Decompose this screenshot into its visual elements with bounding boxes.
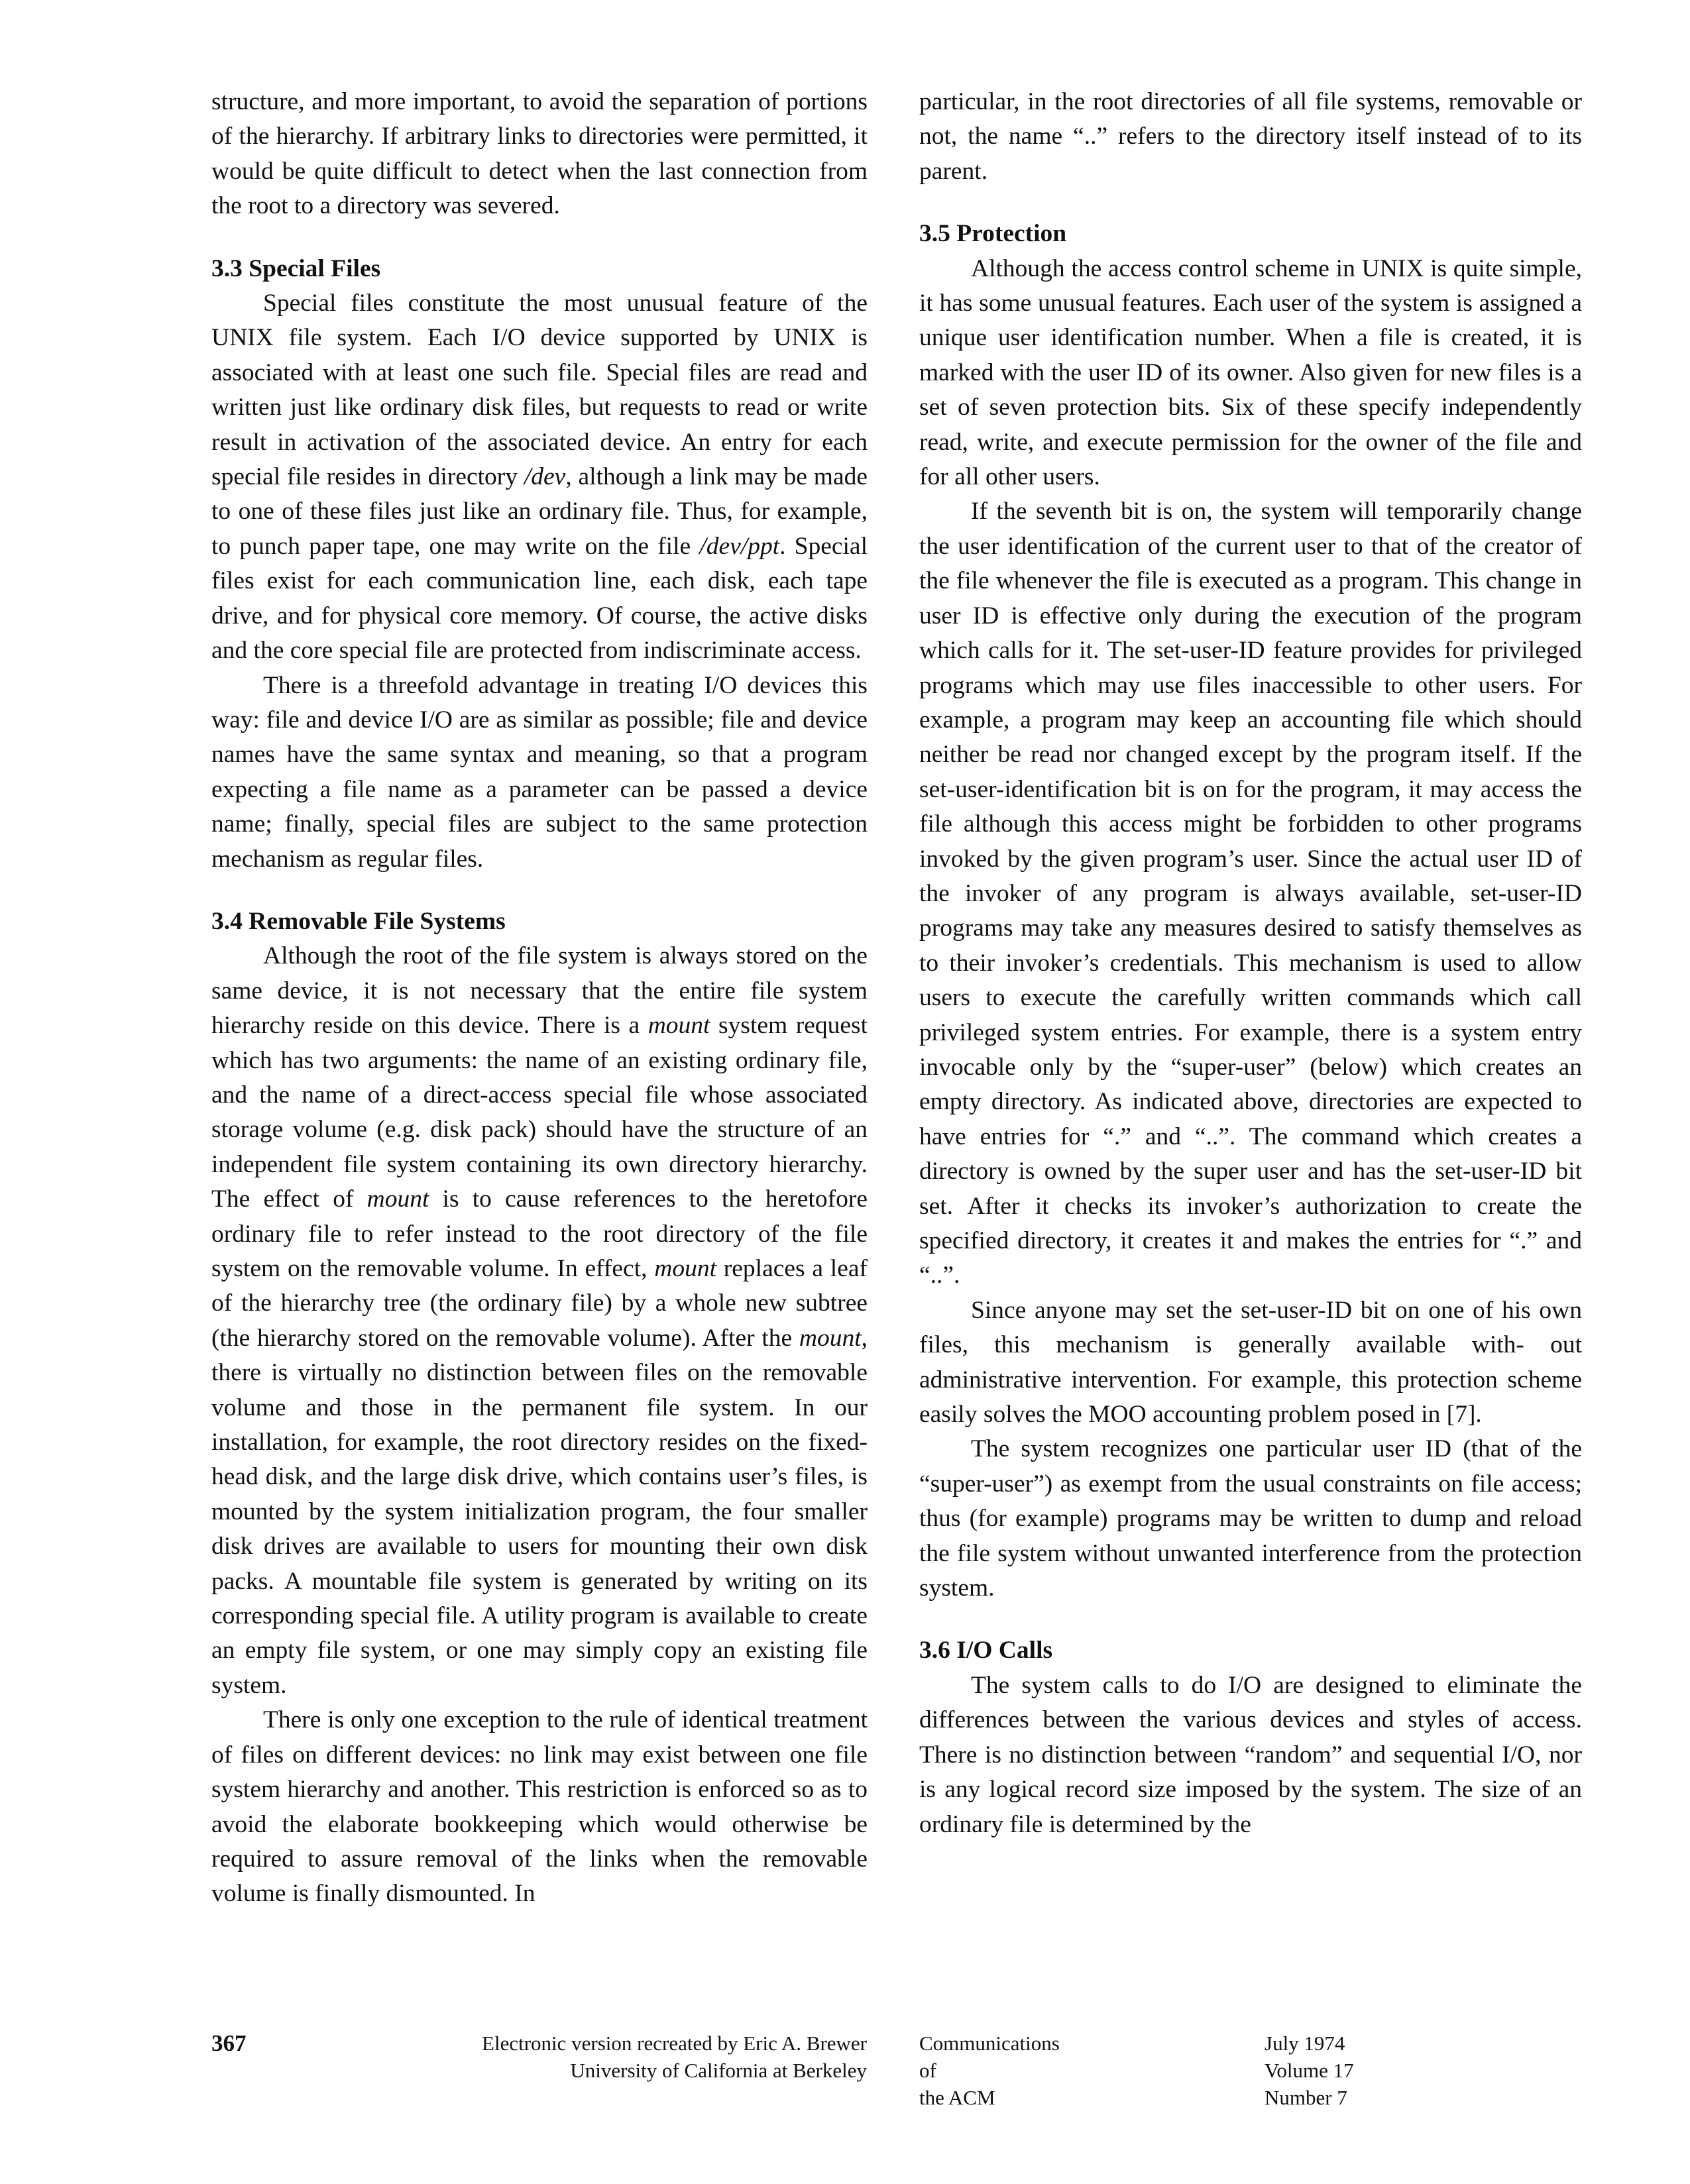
paragraph: Since anyone may set the set-user-ID bit on one of his own files, this mechanism is generally available with- out administrative intervention. For example, this protection scheme easily solves the MOO accounting problem posed in [7].	[919, 1296, 1582, 1429]
paragraph: Although the access control scheme in UNIX is quite simple, it has some unusual features. Each user of the system is assigned a unique user identification number. When a file is created, it is marked with the user ID of its owner. Also given for new files is a set of seven protection bits. Six of these specify independently read, write, and execute permission for the owner of the file and for all other users.	[919, 254, 1582, 491]
paragraph: There is only one exception to the rule of identical treatment of files on different devices: no link may exist between one file system hierarchy and another. This restriction is enforced so as to avoid the elaborate bookkeeping which would otherwise be required to assure removal of the links when the removable volume is finally dismounted. In	[211, 1706, 868, 1908]
paragraph: If the seventh bit is on, the system will temporarily change the user identification of the current user to that of the creator of the file whenever the file is executed as a program. This change in user ID is effective only during the execution of the program which calls for it. The set-user-ID feature provides for privileged programs which may use files inaccessible to other users. For example, a program may keep an accounting file which should neither be read nor changed except by the program itself. If the set-user-identification bit is on for the program, it may access the file although this access might be forbidden to other programs invoked by the given program’s user. Since the actual user ID of the invoker of any program is always available, set-user-ID programs may take any measures desired to satisfy themselves as to their invoker’s credentials. This mechanism is used to allow users to execute the carefully written commands which call privileged system entries. For example, there is a system entry invocable only by the “super-user” (below) which creates an empty directory. As indicated above, directories are expected to have entries for “.” and “..”. The command which creates a directory is owned by the super user and has the set-user-ID bit set. After it checks its invoker’s authorization to create the specified directory, it creates it and makes the entries for “.” and “..”.	[919, 498, 1583, 1289]
right-column	[919, 85, 1582, 1842]
paragraph: Special files constitute the most unusual feature of the UNIX file system. Each I/O device supported by UNIX is associated with at least one such file. Special files are read and written just like ordinary disk files, but requests to read or write result in activation of the associated device. An entry for each special file resides in directory /dev, although a link may be made to one of these files just like an ordinary file. Thus, for example, to punch paper tape, one may write on the file /dev/ppt. Special files exist for each communication line, each disk, each tape drive, and for physical core memory. Of course, the active disks and the core special file are protected from indiscriminate access.	[211, 290, 868, 665]
issue-info: July 1974 Volume 17 Number 7	[1265, 2032, 1354, 2109]
paragraph: structure, and more important, to avoid the separation of portions of the hierarchy. If arbitrary links to directories were permitted, it would be quite difficult to detect when the last connection from the root to a directory was severed.	[211, 88, 868, 220]
paragraph: The system recognizes one particular user ID (that of the “super-user”) as exempt from the usual constraints on file access; thus (for example) programs may be written to dump and reload the file system without unwanted interference from the protection system.	[919, 1435, 1582, 1602]
section-heading-3-3: 3.3 Special Files	[211, 254, 381, 282]
paragraph: Although the root of the file system is always stored on the same device, it is not necessary that the entire file system hierarchy reside on this device. There is a mount system request which has two arguments: the name of an existing ordinary file, and the name of a direct-access special file whose associated storage volume (e.g. disk pack) should have the structure of an independent file system containing its own directory hierarchy. The effect of mount is to cause references to the heretofore ordinary file to refer instead to the root directory of the file system on the removable volume. In effect, mount replaces a leaf of the hierarchy tree (the ordinary file) by a whole new subtree (the hierarchy stored on the removable volume). After the mount, there is virtually no distinction between files on the removable volume and those in the permanent file system. In our installation, for example, the root directory resides on the fixed-head disk, and the large disk drive, which contains user’s files, is mounted by the system initialization program, the four smaller disk drives are available to users for mounting their own disk packs. A mountable file system is generated by writing on its corresponding special file. A utility program is available to create an empty file system, or one may simply copy an existing file system.	[211, 942, 868, 1699]
section-heading-3-4: 3.4 Removable File Systems	[211, 907, 506, 935]
page-number: 367	[211, 2030, 247, 2056]
section-heading-3-5: 3.5 Protection	[919, 220, 1067, 248]
section-heading-3-6: 3.6 I/O Calls	[919, 1637, 1053, 1665]
paragraph: particular, in the root directories of all file systems, removable or not, the name “..” refers to the directory itself instead of to its parent.	[919, 88, 1582, 185]
paragraph: There is a threefold advantage in treating I/O devices this way: file and device I/O are as similar as possible; file and device names have the same syntax and meaning, so that a program expecting a file name as a parameter can be passed a device name; finally, special files are subject to the same protection mechanism as regular files.	[211, 671, 868, 873]
journal-name: Communications of the ACM	[919, 2032, 1060, 2109]
credit-note: Electronic version recreated by Eric A. Brewer University of California at Berkeley	[482, 2032, 867, 2082]
left-column	[211, 85, 868, 1912]
paragraph: The system calls to do I/O are designed to eliminate the differences between the various devices and styles of access. There is no distinction between “random” and sequential I/O, nor is any logical record size imposed by the system. The size of an ordinary file is determined by the	[919, 1671, 1582, 1838]
